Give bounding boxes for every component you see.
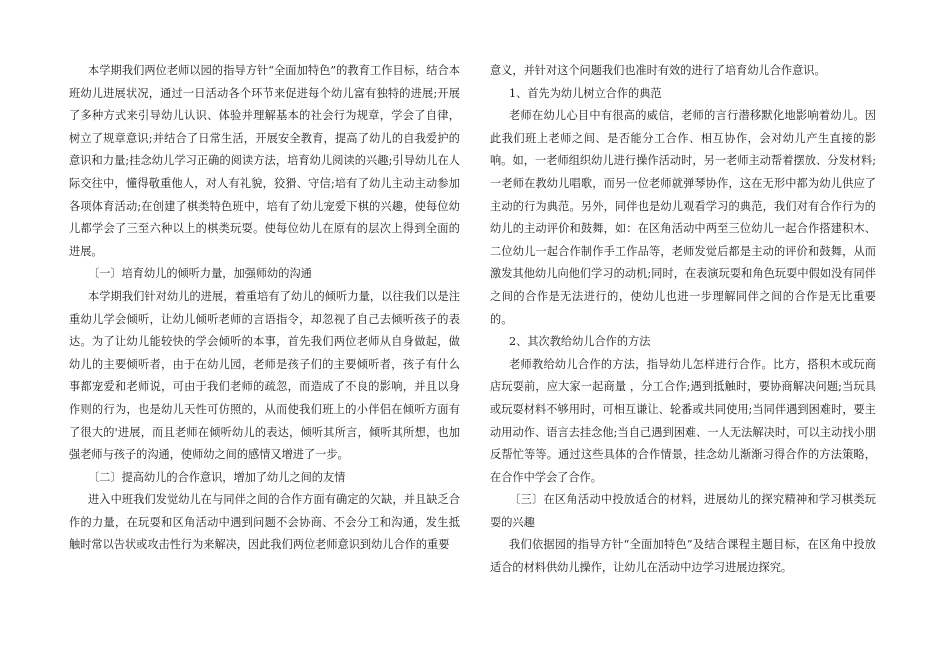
section-heading: 〔二〕提高幼儿的合作意识，增加了幼儿之间的友情 [88,470,346,484]
paragraph: 本学期我们针对幼儿的进展，着重培有了幼儿的倾听力量，以往我们以是注重幼儿学会倾听，让幼儿倾听老师的言语指令，却忽视了自己去倾听孩子的表达。为了让幼儿能较快的学会倾听的本事，首先我们两位老师从自身做起，做幼儿的主要倾听者，由于在幼儿园，老师是孩子们的主要倾听者，孩子有什么事都宠爱和老师说，可由于我们老师的疏忽，而造成了不良的影响，并且以身作则的行为，也是幼儿天性可仿照的，从而使我们班上的小伴侣在倾听方面有了很大的'进展，而且老师在倾听幼儿的表达，倾听其所言，倾听其所想，也加强老师与孩子的沟通，使师幼之间的感情又增进了一步。 [69,289,460,462]
section-heading: 2、其次教给幼儿合作的方法 [509,335,651,349]
section-heading: 〔一〕培育幼儿的倾听力量，加强师幼的沟通 [88,267,312,281]
paragraph: 意义，并针对这个问题我们也准时有效的进行了培育幼儿合作意识。 [490,64,826,77]
section-heading: 〔三〕在区角活动中投放适合的材料，进展幼儿的探究精神和学习棋类玩耍的兴趣 [490,493,876,529]
paragraph: 本学期我们两位老师以园的指导方针“全面加特色”的教育工作目标，结合本班幼儿进展状况，通过一日活动各个环节来促进每个幼儿富有独特的进展;开展了多种方式来引导幼儿认识、体验并理解基本的社会行为规章，学会了自律，树立了规章意识;并结合了日常生活，开展安全教育，提高了幼儿的自我爱护的意识和力量;挂念幼儿学习正确的阅读方法，培育幼儿阅读的兴趣;引导幼儿在人际交往中，懂得敬重他人，对人有礼貌，狡猾、守信;培有了幼儿主动主动参加各项体育活动;在创建了棋类特色班中，培有了幼儿宠爱下棋的兴趣，使每位幼儿都学会了三至六种以上的棋类玩耍。使每位幼儿在原有的层次上得到全面的进展。 [69,64,460,258]
right-column [490,60,876,580]
left-column [69,60,460,557]
paragraph: 进入中班我们发觉幼儿在与同伴之间的合作方面有确定的欠缺，并且缺乏合作的力量，在玩耍和区角活动中遇到问题不会协商、不会分工和沟通，发生抵触时常以告状或攻击性行为来解决，因此我们两位老师意识到幼儿合作的重要 [69,493,460,552]
paragraph: 老师教给幼儿合作的方法，指导幼儿怎样进行合作。比方，搭积木或玩商店玩耍前，应大家一起商量 ，分工合作;遇到抵触时，要协商解决问题;当玩具或玩耍材料不够用时，可相互谦让、轮番或共同使用;当同伴遇到困难时，要主动用动作、语言去挂念他;当自己遇到困难、一人无法解决时，可以主动找小朋反帮忙等等。通过这些具体的合作情景，挂念幼儿渐渐习得合作的方法策略，在合作中学会了合作。 [490,357,876,484]
paragraph: 老师在幼儿心目中有很高的威信，老师的言行潜移默化地影响着幼儿。因此我们班上老师之间、是否能分工合作、相互协作，会对幼儿产生直接的影响。如，一老师组织幼儿进行操作活动时，另一老师主动帮着摆放、分发材料;一老师在教幼儿唱歌，而另一位老师就弹琴协作，这在无形中都为幼儿供应了主动的行为典范。另外，同伴也是幼儿观看学习的典范，我们对有合作行为的幼儿的主动评价和鼓舞，如：在区角活动中两至三位幼儿一起合作搭建积木、二位幼儿一起合作制作手工作品等，老师发觉后都是主动的评价和鼓舞，从而激发其他幼儿向他们学习的动机;同时，在表演玩耍和角色玩耍中假如没有同伴之间的合作是无法进行的，使幼儿也进一步理解同伴之间的合作是无比重要的。 [490,109,876,326]
section-heading: 1、首先为幼儿树立合作的典范 [509,86,662,100]
paragraph: 我们依据园的指导方针“全面加特色”及结合课程主题目标，在区角中投放适合的材料供幼儿操作，让幼儿在活动中边学习进展边探究。 [490,538,876,575]
